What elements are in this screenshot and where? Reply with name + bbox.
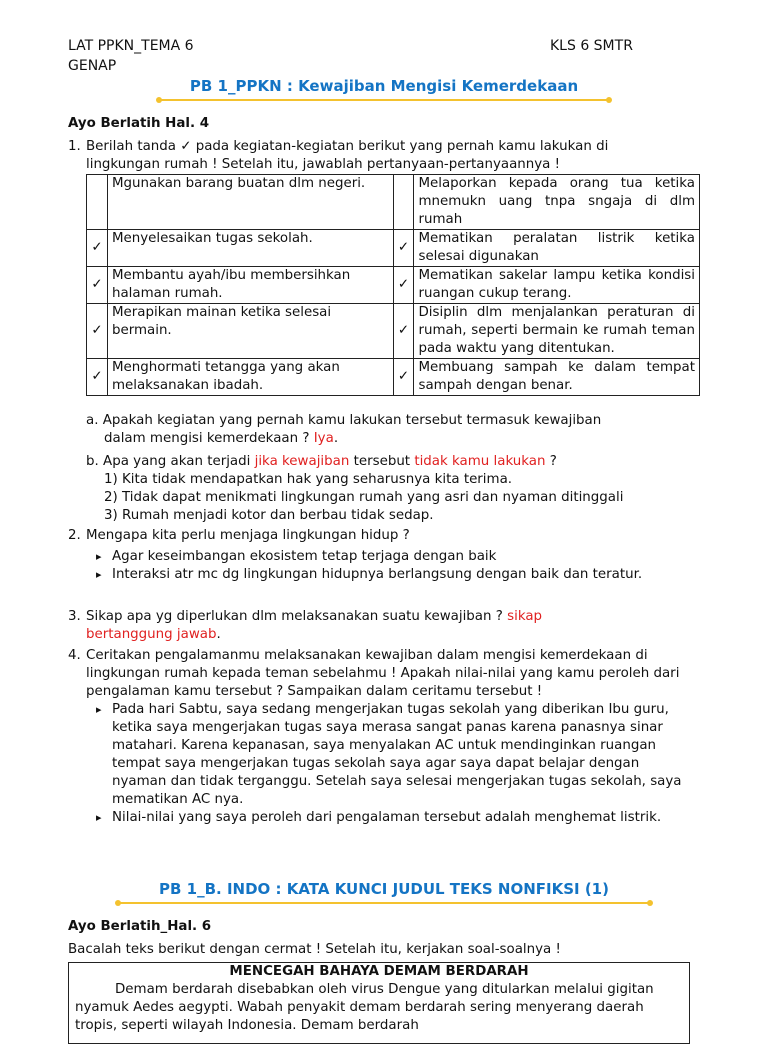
section2-title-underline bbox=[118, 902, 650, 904]
page-header bbox=[68, 36, 668, 76]
q1b-pre: Apa yang akan terjadi bbox=[103, 454, 251, 469]
activity-left: Membantu ayah/ibu membersihkan halaman rumah. bbox=[107, 267, 393, 304]
activity-right: Melaporkan kepada orang tua ketika mnemukn uang tnpa sngaja di dlm rumah bbox=[414, 175, 700, 230]
q2-text: Mengapa kita perlu menjaga lingkungan hidup ? bbox=[86, 528, 410, 543]
section1-title-underline bbox=[159, 99, 609, 101]
section1-title: PB 1_PPKN : Kewajiban Mengisi Kemerdekaan bbox=[189, 77, 579, 95]
q1-text bbox=[86, 138, 716, 174]
activity-row bbox=[87, 175, 700, 230]
activity-right: Disiplin dlm menjalankan peraturan di rumah, seperti bermain ke rumah teman pada waktu yang ditentukan. bbox=[414, 304, 700, 359]
activity-right: Mematikan peralatan listrik ketika selesai digunakan bbox=[414, 230, 700, 267]
q1b-answer-item: 3) Rumah menjadi kotor dan berbau tidak sedap. bbox=[104, 508, 434, 523]
activity-row bbox=[87, 230, 700, 267]
q4-number: 4. bbox=[68, 648, 81, 663]
q3-answer: sikap bertanggung jawab bbox=[86, 609, 543, 642]
q1a-line1: Apakah kegiatan yang pernah kamu lakukan tersebut termasuk kewajiban bbox=[102, 413, 602, 428]
section2-title: PB 1_B. INDO : KATA KUNCI JUDUL TEKS NONFIKSI (1) bbox=[159, 880, 609, 898]
check-mark-left: ✓ bbox=[87, 267, 108, 304]
q4-text: Ceritakan pengalamanmu melaksanakan kewajiban dalam mengisi kemerdekaan di lingkungan rumah kepada teman sebelahmu ! Apakah nilai-nilai yang kamu peroleh dari pengalaman kamu tersebut ? Sampaikan dalam ceritamu tersebut ! bbox=[86, 648, 680, 699]
check-mark-left bbox=[87, 175, 108, 230]
activity-left: Menghormati tetangga yang akan melaksanakan ibadah. bbox=[107, 359, 393, 396]
q1b-answer-item: 1) Kita tidak mendapatkan hak yang seharusnya kita terima. bbox=[104, 472, 513, 487]
q1a-line2: dalam mengisi kemerdekaan ? bbox=[104, 431, 310, 446]
q1a-answer: Iya bbox=[313, 431, 334, 446]
activity-right: Mematikan sakelar lampu ketika kondisi ruangan cukup terang. bbox=[414, 267, 700, 304]
check-mark-right: ✓ bbox=[393, 304, 414, 359]
check-mark-right: ✓ bbox=[393, 230, 414, 267]
q1-text-line1: Berilah tanda ✓ pada kegiatan-kegiatan berikut yang pernah kamu lakukan di bbox=[86, 139, 609, 154]
check-mark-right: ✓ bbox=[393, 359, 414, 396]
activity-row bbox=[87, 359, 700, 396]
q2-number: 2. bbox=[68, 528, 81, 543]
activity-table bbox=[86, 174, 700, 396]
activity-right: Membuang sampah ke dalam tempat sampah dengan benar. bbox=[414, 359, 700, 396]
q1-text-line2: lingkungan rumah ! Setelah itu, jawablah pertanyaan-pertanyaannya ! bbox=[86, 157, 561, 172]
bullet-item: ▸ Interaksi atr mc dg lingkungan hidupnya berlangsung dengan baik dan teratur. bbox=[86, 566, 686, 584]
activity-row bbox=[87, 304, 700, 359]
activity-row bbox=[87, 267, 700, 304]
q1b-red2: tidak kamu lakukan bbox=[414, 454, 546, 469]
activity-left: Menyelesaikan tugas sekolah. bbox=[107, 230, 393, 267]
q1b-red1: jika kewajiban bbox=[254, 454, 350, 469]
reading-text-box bbox=[68, 962, 690, 1044]
section2-subheading: Ayo Berlatih_Hal. 6 bbox=[68, 919, 212, 934]
q3-number: 3. bbox=[68, 609, 81, 624]
header-right: KLS 6 SMTR bbox=[550, 38, 633, 54]
activity-left: Mgunakan barang buatan dlm negeri. bbox=[107, 175, 393, 230]
q1b-post: ? bbox=[549, 454, 557, 469]
section2-instruction: Bacalah teks berikut dengan cermat ! Setelah itu, kerjakan soal-soalnya ! bbox=[68, 942, 561, 957]
q1a-label: a. bbox=[86, 413, 99, 428]
header-left: LAT PPKN_TEMA 6 bbox=[68, 38, 194, 54]
q4 bbox=[86, 647, 686, 827]
q4-bullets bbox=[86, 701, 686, 827]
bullet-item: ▸ Agar keseimbangan ekosistem tetap terjaga dengan baik bbox=[86, 548, 686, 566]
q1b-answers bbox=[86, 471, 706, 525]
activity-left: Merapikan mainan ketika selesai bermain. bbox=[107, 304, 393, 359]
bullet-item: ▸ Pada hari Sabtu, saya sedang mengerjakan tugas sekolah yang diberikan Ibu guru, ketika saya mengerjakan tugas saya merasa sangat panas karena panasnya sinar matahari. Karena kepanasan, saya menyalakan AC untuk mendinginkan ruangan tempat saya mengerjakan tugas sekolah saya agar saya dapat belajar dengan nyaman dan tidak terganggu. Setelah saya selesai mengerjakan tugas sekolah, saya mematikan AC nya. bbox=[86, 701, 686, 809]
header-left-2: GENAP bbox=[68, 58, 117, 74]
q2-bullets bbox=[86, 548, 686, 584]
reading-text-body: Demam berdarah disebabkan oleh virus Dengue yang ditularkan melalui gigitan nyamuk Aedes aegypti. Wabah penyakit demam berdarah sering menyerang daerah tropis, seperti wilayah Indonesia. Demam berdarah bbox=[75, 982, 654, 1033]
check-mark-left: ✓ bbox=[87, 230, 108, 267]
q3-text: Sikap apa yg diperlukan dlm melaksanakan suatu kewajiban ? bbox=[86, 609, 503, 624]
q1b bbox=[86, 453, 706, 525]
q1b-answer-item: 2) Tidak dapat menikmati lingkungan rumah yang asri dan nyaman ditinggali bbox=[104, 490, 624, 505]
q1a: a. Apakah kegiatan yang pernah kamu lakukan tersebut termasuk kewajiban dalam mengisi kemerdekaan ? Iya. bbox=[86, 413, 602, 446]
check-mark-left: ✓ bbox=[87, 359, 108, 396]
check-mark-right: ✓ bbox=[393, 267, 414, 304]
q3: Sikap apa yg diperlukan dlm melaksanakan suatu kewajiban ? sikap bertanggung jawab. bbox=[86, 609, 543, 642]
q1b-mid: tersebut bbox=[353, 454, 411, 469]
q1-number: 1. bbox=[68, 139, 81, 154]
check-mark-right bbox=[393, 175, 414, 230]
bullet-item: ▸ Nilai-nilai yang saya peroleh dari pengalaman tersebut adalah menghemat listrik. bbox=[86, 809, 686, 827]
check-mark-left: ✓ bbox=[87, 304, 108, 359]
reading-text-title: MENCEGAH BAHAYA DEMAM BERDARAH bbox=[229, 964, 529, 979]
section1-subheading: Ayo Berlatih Hal. 4 bbox=[68, 116, 210, 131]
q2 bbox=[86, 527, 686, 584]
q1b-label: b. bbox=[86, 454, 99, 469]
